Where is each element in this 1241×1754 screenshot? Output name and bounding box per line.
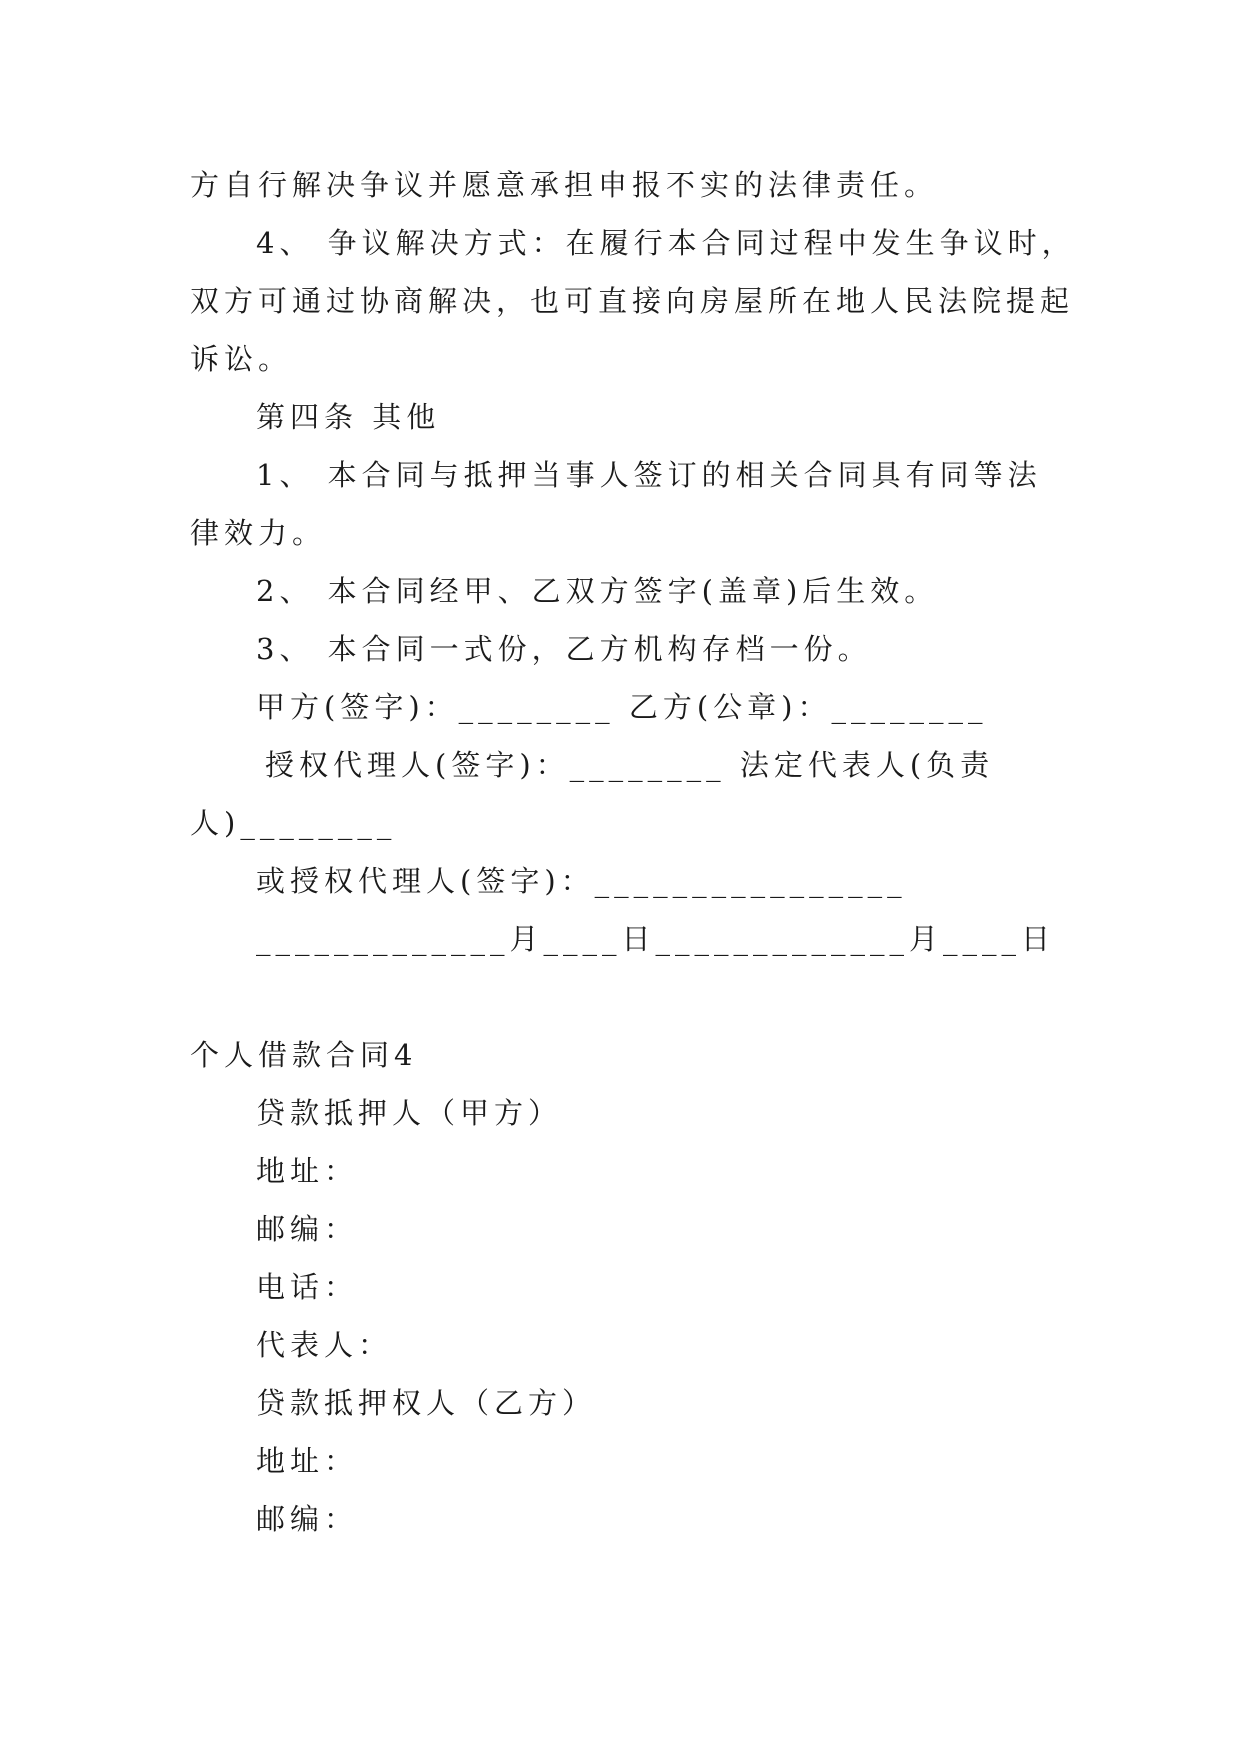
- date-line: _____________月____日_____________月____日: [256, 922, 1056, 956]
- text-line-3: 双方可通过协商解决，也可直接向房屋所在地人民法院提起: [190, 284, 1075, 318]
- party-a-phone-label: 电话：: [256, 1270, 359, 1304]
- party-a-address-label: 地址：: [256, 1154, 359, 1188]
- party-a-representative-label: 代表人：: [256, 1328, 393, 1362]
- contract-title: 个人借款合同4: [190, 1038, 418, 1072]
- signature-line-agent: 授权代理人(签字)：________ 法定代表人(负责: [265, 748, 995, 782]
- party-a-postcode-label: 邮编：: [256, 1212, 359, 1246]
- signature-line-party-a-b: 甲方(签字)：________ 乙方(公章)：________: [256, 690, 988, 724]
- text-line-8: 2、 本合同经甲、乙双方签字(盖章)后生效。: [256, 574, 939, 608]
- text-line-6: 1、 本合同与抵押当事人签订的相关合同具有同等法: [256, 458, 1042, 492]
- text-line-4: 诉讼。: [190, 342, 293, 376]
- text-line-7: 律效力。: [190, 516, 327, 550]
- signature-line-agent-cont: 人)________: [190, 806, 397, 840]
- party-b-address-label: 地址：: [256, 1444, 359, 1478]
- signature-line-authorized: 或授权代理人(签字)：________________: [256, 864, 907, 898]
- text-line-2: 4、 争议解决方式：在履行本合同过程中发生争议时，: [256, 226, 1076, 260]
- party-a-heading: 贷款抵押人（甲方）: [256, 1096, 563, 1130]
- section-heading-article-4: 第四条 其他: [256, 400, 441, 434]
- party-b-postcode-label: 邮编：: [256, 1502, 359, 1536]
- party-b-heading: 贷款抵押权人（乙方）: [256, 1386, 597, 1420]
- text-line-9: 3、 本合同一式份，乙方机构存档一份。: [256, 632, 872, 666]
- text-line-1: 方自行解决争议并愿意承担申报不实的法律责任。: [190, 168, 939, 202]
